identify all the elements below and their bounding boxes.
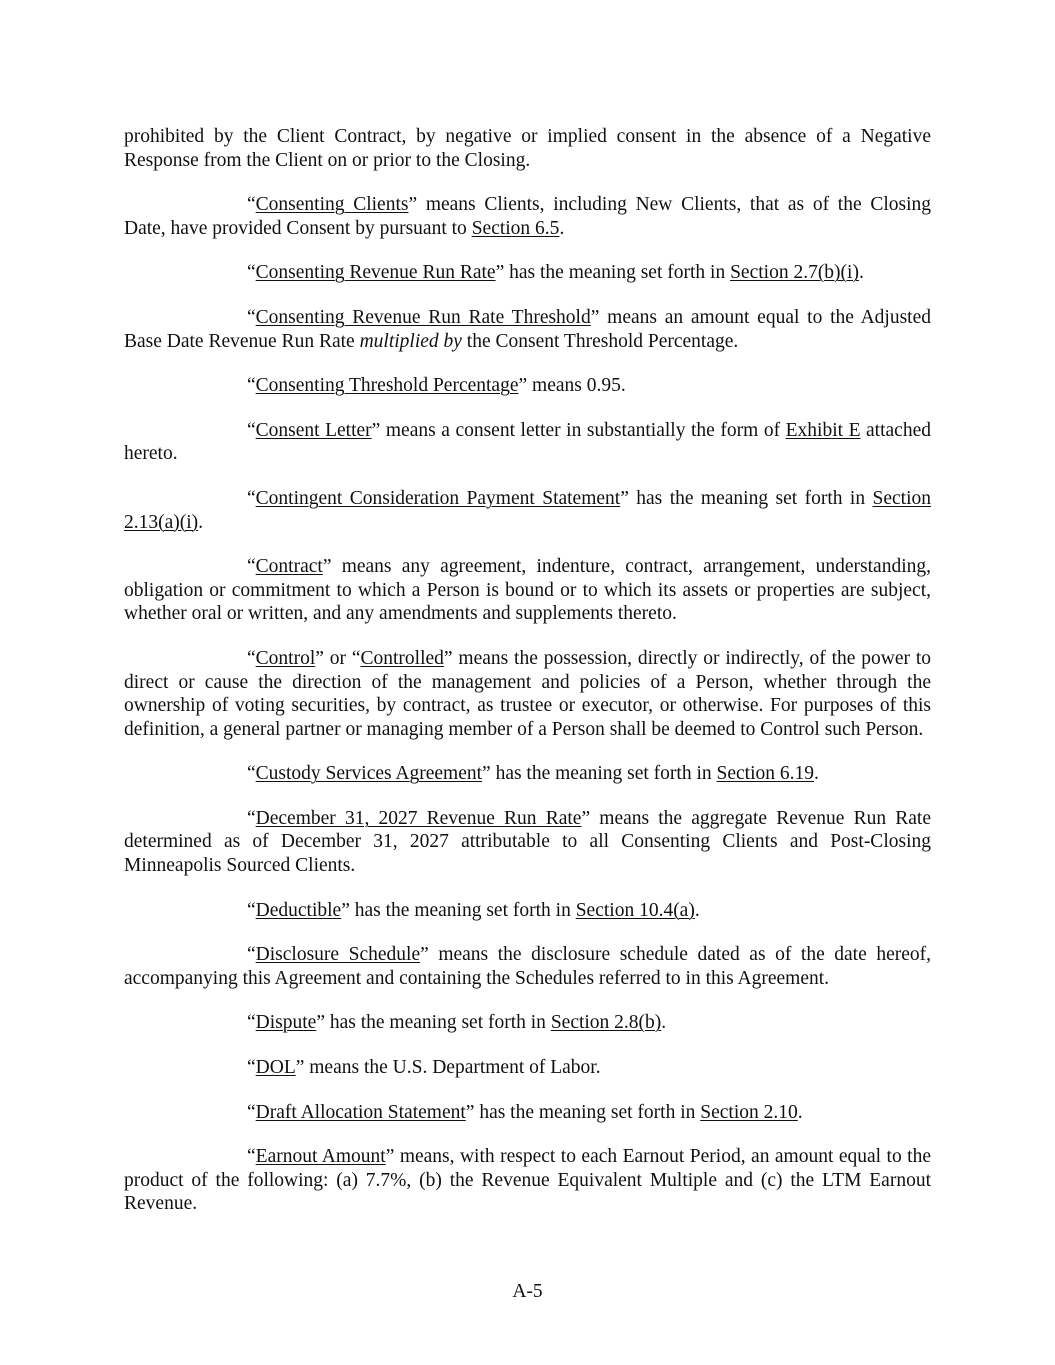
defined-term: Custody Services Agreement	[255, 763, 483, 785]
definition-consenting-threshold-percentage: “Consenting Threshold Percentage” means 0.95.	[247, 375, 626, 397]
defined-term: Consenting Revenue Run Rate Threshold	[255, 306, 591, 328]
section-reference[interactable]: Section 2.7(b)(i)	[730, 262, 859, 284]
continuation-paragraph: prohibited by the Client Contract, by negative or implied consent in the absence of a Negative Response from the Client on or prior to the Closing.	[124, 126, 931, 171]
definition-december-31-2027-revenue-run-rate: “December 31, 2027 Revenue Run Rate” means the aggregate Revenue Run Rate determined as of December 31, 2027 attributable to all Consenting Clients and Post-Closing Minneapolis Sourced Clients.	[124, 807, 931, 877]
defined-term: December 31, 2027 Revenue Run Rate	[255, 807, 582, 829]
defined-term: DOL	[255, 1057, 296, 1079]
defined-term: Control	[255, 647, 316, 669]
defined-term: Contract	[255, 556, 323, 578]
defined-term: Consenting Clients	[255, 194, 409, 216]
section-reference[interactable]: Section 2.8(b)	[550, 1012, 662, 1034]
section-reference[interactable]: Section 2.13(a)(i)	[124, 487, 931, 533]
definition-disclosure-schedule: “Disclosure Schedule” means the disclosure schedule dated as of the date hereof, accompanying this Agreement and containing the Schedules referred to in this Agreement.	[124, 944, 931, 989]
section-reference[interactable]: Section 2.10	[700, 1101, 798, 1123]
defined-term: Consenting Threshold Percentage	[255, 375, 519, 397]
definition-consenting-revenue-run-rate: “Consenting Revenue Run Rate” has the meaning set forth in Section 2.7(b)(i).	[247, 262, 864, 284]
defined-term: Contingent Consideration Payment Statement	[255, 487, 621, 509]
definition-draft-allocation-statement: “Draft Allocation Statement” has the meaning set forth in Section 2.10.	[247, 1101, 803, 1123]
definition-contingent-consideration-payment-statement: “Contingent Consideration Payment Statement” has the meaning set forth in Section 2.13(a)(i).	[124, 487, 931, 533]
definition-control: “Control” or “Controlled” means the possession, directly or indirectly, of the power to direct or cause the direction of the management and policies of a Person, whether through the ownership of voting securities, by contract, as trustee or executor, or otherwise. For purposes of this definition, a general partner or managing member of a Person shall be deemed to Control such Person.	[124, 647, 931, 740]
exhibit-reference[interactable]: Exhibit E	[785, 419, 861, 441]
definition-consenting-revenue-run-rate-threshold: “Consenting Revenue Run Rate Threshold” means an amount equal to the Adjusted Base Date Revenue Run Rate multiplied by the Consent Threshold Percentage.	[124, 306, 932, 352]
section-reference[interactable]: Section 10.4(a)	[575, 899, 695, 921]
defined-term: Draft Allocation Statement	[255, 1101, 466, 1123]
defined-term: Dispute	[255, 1012, 317, 1034]
document-page	[124, 125, 931, 1216]
defined-term: Consenting Revenue Run Rate	[255, 262, 496, 284]
defined-term: Disclosure Schedule	[255, 944, 421, 966]
definition-dispute: “Dispute” has the meaning set forth in Section 2.8(b).	[247, 1012, 667, 1034]
definition-custody-services-agreement: “Custody Services Agreement” has the meaning set forth in Section 6.19.	[247, 763, 819, 785]
definition-dol: “DOL” means the U.S. Department of Labor.	[247, 1057, 601, 1079]
section-reference[interactable]: Section 6.19	[716, 763, 815, 785]
defined-term: Deductible	[255, 899, 342, 921]
page-number: A-5	[512, 1281, 543, 1302]
italic-text: multiplied by	[359, 330, 462, 352]
definition-earnout-amount: “Earnout Amount” means, with respect to each Earnout Period, an amount equal to the product of the following: (a) 7.7%, (b) the Revenue Equivalent Multiple and (c) the LTM Earnout Revenue.	[124, 1146, 931, 1215]
definition-consenting-clients: “Consenting Clients” means Clients, including New Clients, that as of the Closing Date, have provided Consent by pursuant to Section 6.5.	[124, 194, 931, 239]
section-reference[interactable]: Section 6.5	[471, 217, 560, 239]
definition-consent-letter: “Consent Letter” means a consent letter in substantially the form of Exhibit E attached hereto.	[124, 419, 931, 465]
definition-deductible: “Deductible” has the meaning set forth in Section 10.4(a).	[247, 899, 700, 921]
defined-term: Earnout Amount	[255, 1146, 386, 1168]
defined-term: Controlled	[360, 647, 444, 669]
defined-term: Consent Letter	[255, 419, 372, 441]
definition-contract: “Contract” means any agreement, indenture, contract, arrangement, understanding, obligation or commitment to which a Person is bound or to which its assets or properties are subject, whether oral or written, and any amendments and supplements thereto.	[124, 556, 931, 625]
